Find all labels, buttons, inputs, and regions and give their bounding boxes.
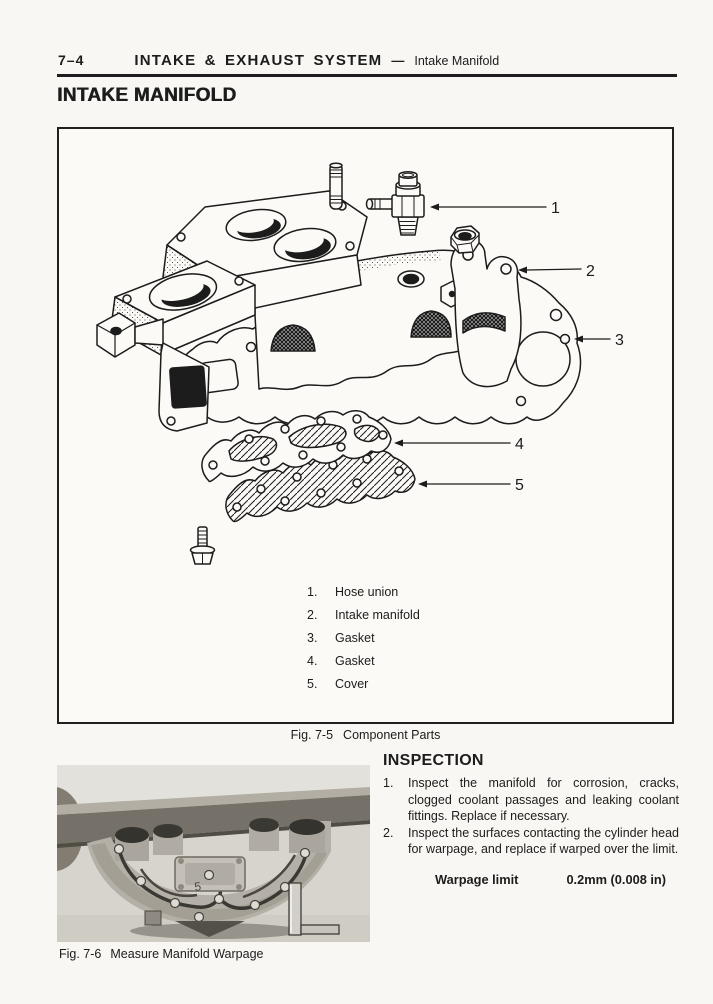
parts-list xyxy=(307,585,420,700)
part-label: Intake manifold xyxy=(335,608,420,622)
item-text: Inspect the manifold for corrosion, cracks, clogged coolant passages and leaking coolant fittings. Replace if necessary. xyxy=(408,776,679,824)
header-rule xyxy=(57,74,677,77)
bolt-drawing xyxy=(191,527,215,564)
part-number: 4. xyxy=(307,654,318,668)
section-separator: — xyxy=(391,53,405,68)
parts-list-item xyxy=(307,677,420,700)
item-number: 2. xyxy=(383,825,394,840)
part-number: 3. xyxy=(307,631,318,645)
stud-drawing xyxy=(330,163,342,209)
inspection-item xyxy=(383,825,679,858)
warpage-measurement-photo xyxy=(57,765,370,942)
spec-label: Warpage limit xyxy=(435,871,519,887)
part-number: 5. xyxy=(307,677,318,691)
part-label: Cover xyxy=(335,677,369,691)
hose-union-drawing xyxy=(367,172,425,235)
part-label: Gasket xyxy=(335,654,375,668)
figure-title: Component Parts xyxy=(343,728,441,742)
figure-title: Measure Manifold Warpage xyxy=(110,947,264,961)
figure-7-5-caption xyxy=(57,728,674,742)
parts-list-item xyxy=(307,585,420,608)
parts-list-item xyxy=(307,608,420,631)
parts-list-item xyxy=(307,631,420,654)
parts-list-item xyxy=(307,654,420,677)
inspection-item xyxy=(383,775,679,825)
figure-label: Fig. 7-5 xyxy=(290,728,334,742)
spec-value: 0.2mm (0.008 in) xyxy=(566,871,667,887)
page-title: INTAKE MANIFOLD xyxy=(57,85,237,106)
nut-drawing xyxy=(451,226,479,253)
page-number: 7–4 xyxy=(58,52,85,68)
stamped-mark: 5 xyxy=(193,879,203,894)
inspection-section xyxy=(383,752,679,887)
page-header xyxy=(58,52,677,69)
figure-7-5-box xyxy=(57,127,674,724)
section-title: INTAKE & EXHAUST SYSTEM xyxy=(134,52,383,69)
item-number: 1. xyxy=(383,776,394,790)
part-label: Hose union xyxy=(335,585,399,599)
callout-5: 5 xyxy=(515,477,524,494)
warpage-spec xyxy=(383,872,679,887)
callout-4: 4 xyxy=(515,436,524,453)
part-number: 2. xyxy=(307,608,318,622)
item-text: Inspect the surfaces contacting the cylinder head for warpage, and replace if warped over the limit. xyxy=(408,825,679,857)
callout-2: 2 xyxy=(586,263,595,280)
figure-7-6-caption xyxy=(59,947,263,961)
figure-7-6-photo xyxy=(57,765,370,942)
callout-1: 1 xyxy=(551,200,560,217)
inspection-heading: INSPECTION xyxy=(383,752,484,769)
part-label: Gasket xyxy=(335,631,375,645)
part-number: 1. xyxy=(307,585,318,599)
section-subtitle: Intake Manifold xyxy=(414,54,500,68)
figure-label: Fig. 7-6 xyxy=(59,947,102,961)
callout-3: 3 xyxy=(615,332,624,349)
